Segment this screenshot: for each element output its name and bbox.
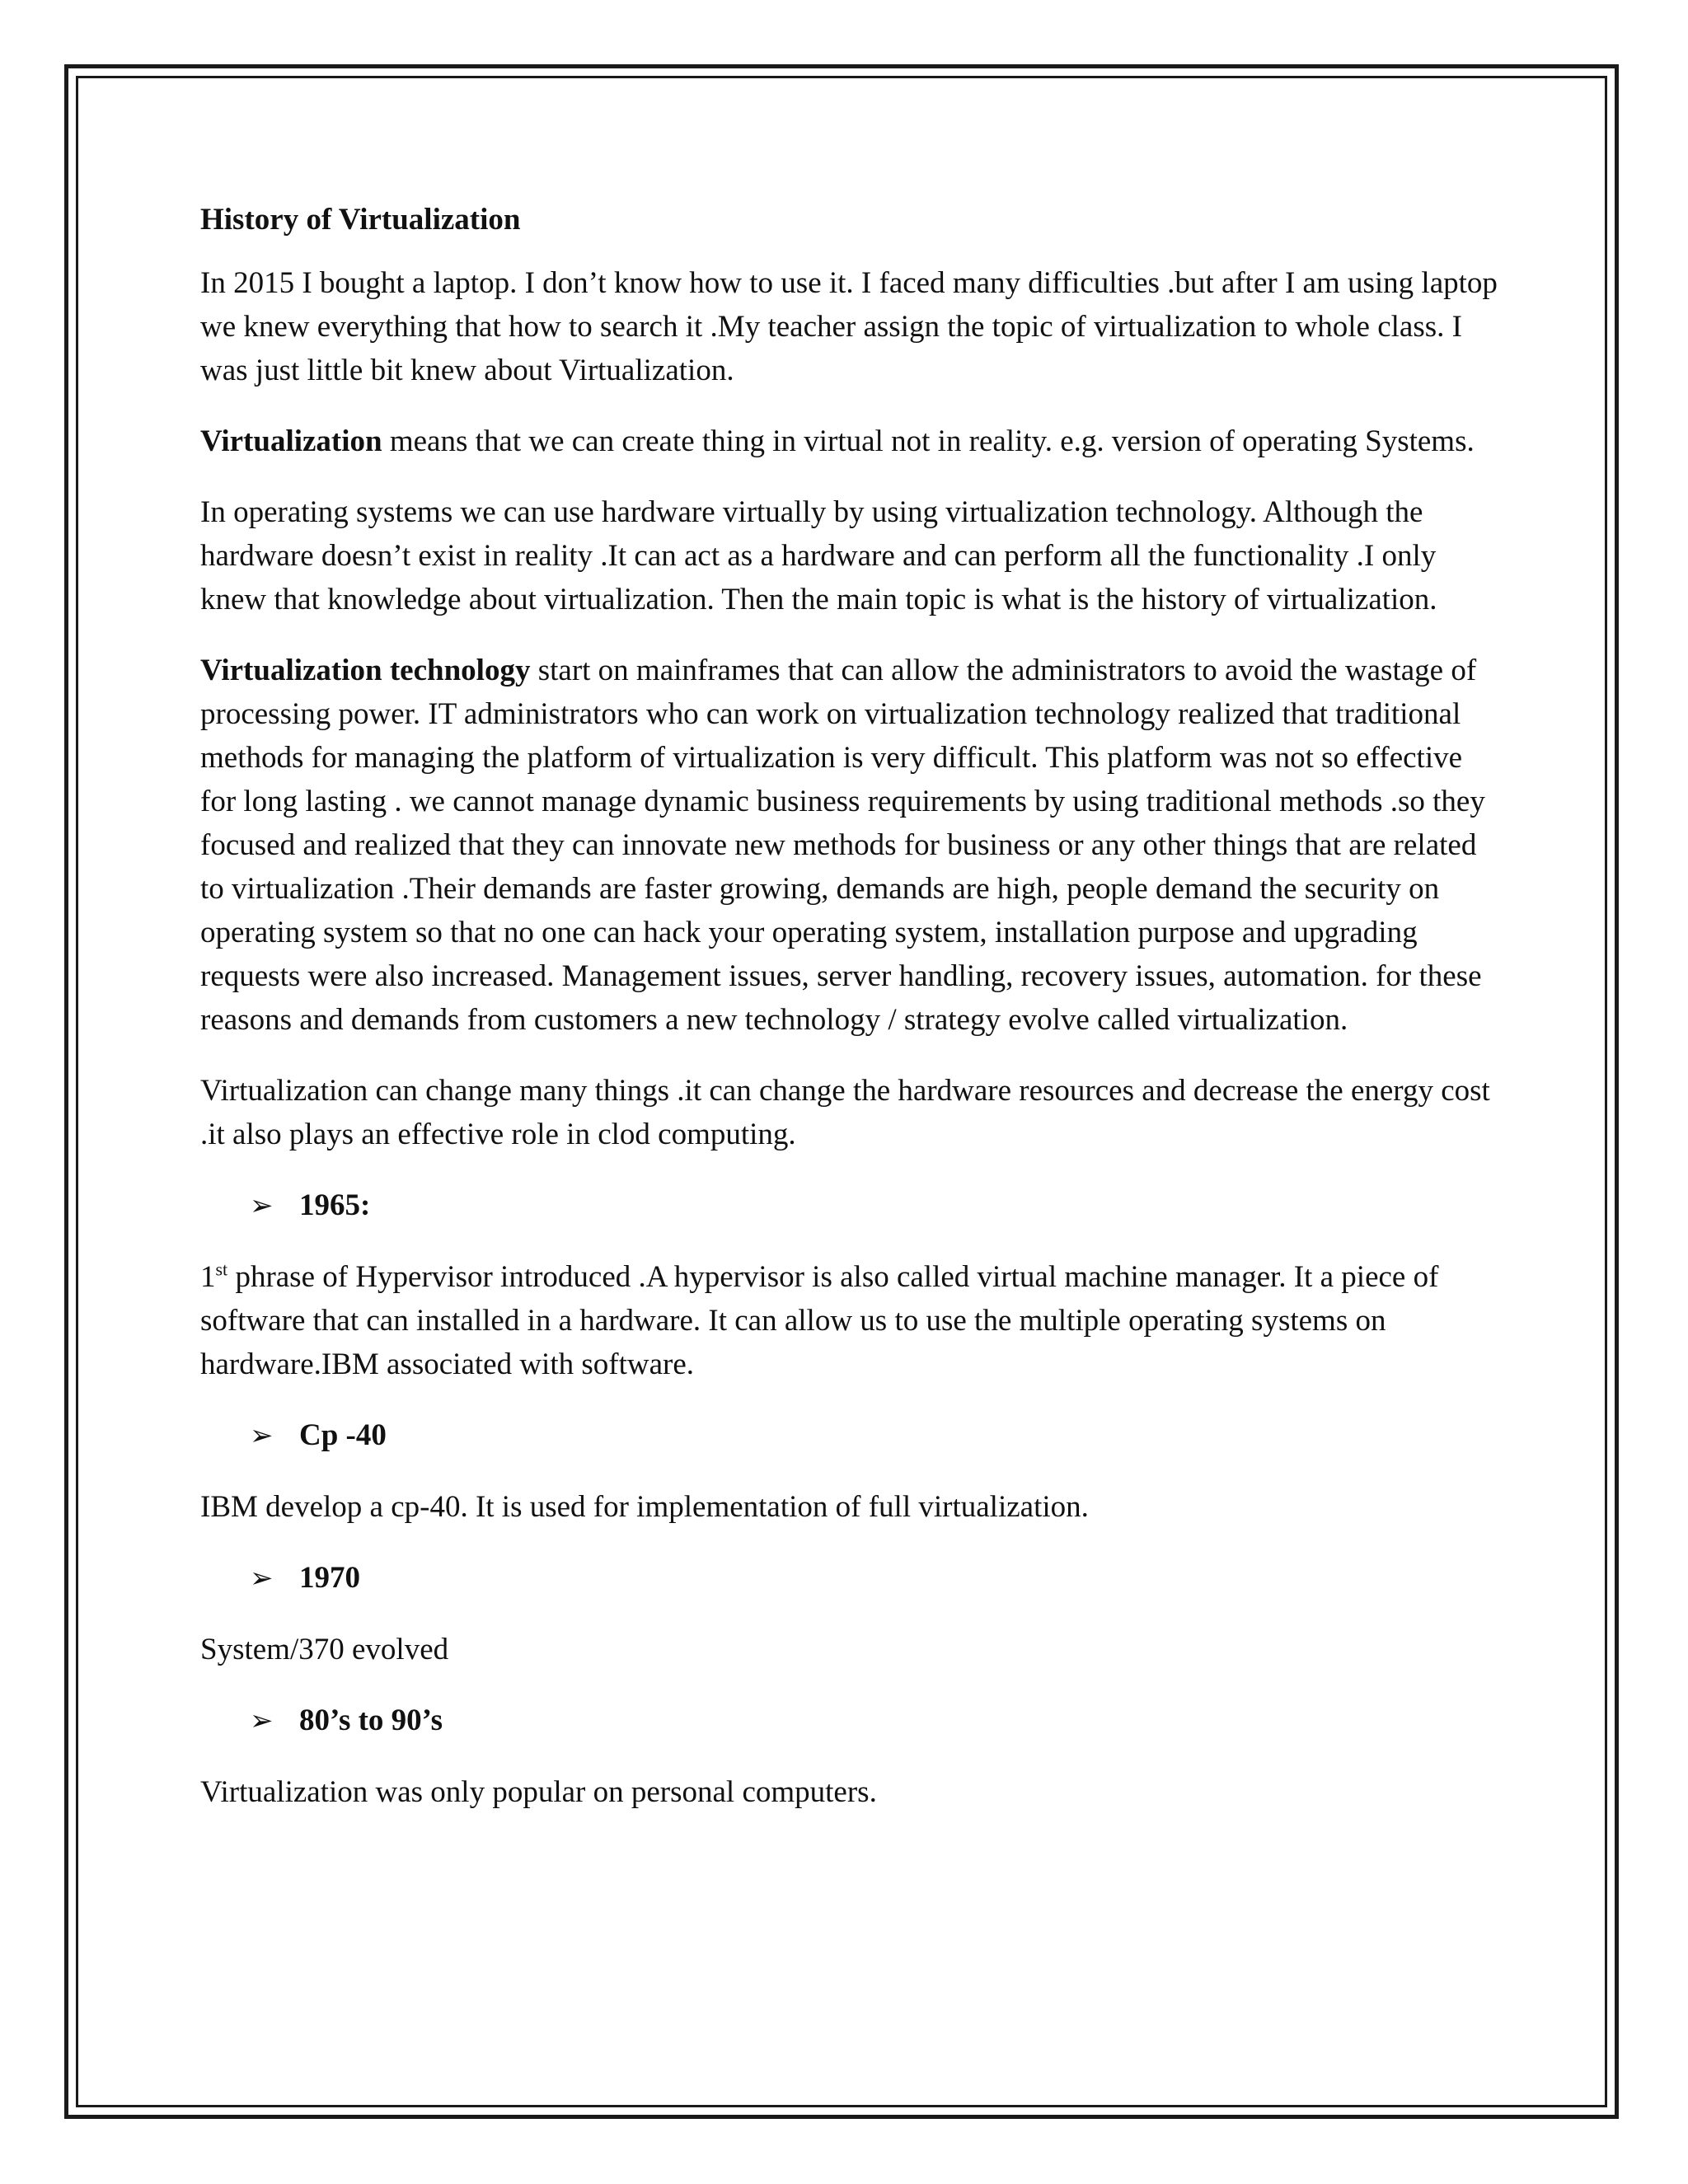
intro-paragraph: In 2015 I bought a laptop. I don’t know how to use it. I faced many difficulties .but after I am using laptop we knew everything that how to search it .My teacher assign the topic of virtualization to whole class. I was just little bit knew about Virtualization.: [200, 266, 1498, 387]
arrow-bullet-icon: ➢: [250, 1704, 274, 1737]
definition-term: Virtualization: [200, 424, 382, 458]
definition-paragraph: [200, 419, 1503, 463]
paragraph-80s: Virtualization was only popular on personal computers.: [200, 1775, 877, 1809]
os-paragraph: In operating systems we can use hardware virtually by using virtualization technology. Although the hardware doesn’t exist in reality .It can act as a hardware and can perform all the functionality .I only knew that knowledge about virtualization. Then the main topic is what is the history of virtualization.: [200, 495, 1437, 616]
document-body: [200, 198, 1503, 1841]
paragraph-1970: System/370 evolved: [200, 1633, 449, 1666]
bullet-cp40-heading: Cp -40: [299, 1418, 387, 1452]
paragraph-1965-text: phrase of Hypervisor introduced .A hypervisor is also called virtual machine manager. It a piece of software that can installed in a hardware. It can allow us to use the multiple operating systems on hardware.IBM associated with software.: [200, 1260, 1439, 1381]
bullet-cp40: [200, 1413, 1503, 1458]
technology-text: start on mainframes that can allow the administrators to avoid the wastage of processing power. IT administrators who can work on virtualization technology realized that traditional methods for managing the platform of virtualization is very difficult. This platform was not so effective for long lasting . we cannot manage dynamic business requirements by using traditional methods .so they focused and realized that they can innovate new methods for business or any other things that are related to virtualization .Their demands are faster growing, demands are high, people demand the security on operating system so that no one can hack your operating system, installation purpose and upgrading requests were also increased. Management issues, server handling, recovery issues, automation. for these reasons and demands from customers a new technology / strategy evolve called virtualization.: [200, 654, 1485, 1037]
paragraph-1965: [200, 1255, 1503, 1386]
bullet-1965: [200, 1183, 1503, 1228]
bullet-80s-heading: 80’s to 90’s: [299, 1704, 443, 1737]
paragraph-cp40: IBM develop a cp-40. It is used for implementation of full virtualization.: [200, 1490, 1089, 1524]
ordinal-suffix: st: [215, 1258, 228, 1280]
technology-paragraph: [200, 649, 1503, 1042]
technology-term: Virtualization technology: [200, 654, 531, 687]
document-title: History of Virtualization: [200, 203, 521, 237]
arrow-bullet-icon: ➢: [250, 1189, 274, 1222]
definition-text: means that we can create thing in virtual not in reality. e.g. version of operating Systems.: [382, 424, 1475, 458]
ordinal-number: 1: [200, 1260, 216, 1294]
bullet-80s: [200, 1699, 1503, 1743]
bullet-1965-heading: 1965:: [299, 1188, 371, 1222]
arrow-bullet-icon: ➢: [250, 1562, 274, 1595]
bullet-1970-heading: 1970: [299, 1561, 360, 1595]
change-paragraph: Virtualization can change many things .it can change the hardware resources and decrease the energy cost .it also plays an effective role in clod computing.: [200, 1074, 1490, 1151]
arrow-bullet-icon: ➢: [250, 1419, 274, 1452]
bullet-1970: [200, 1556, 1503, 1601]
